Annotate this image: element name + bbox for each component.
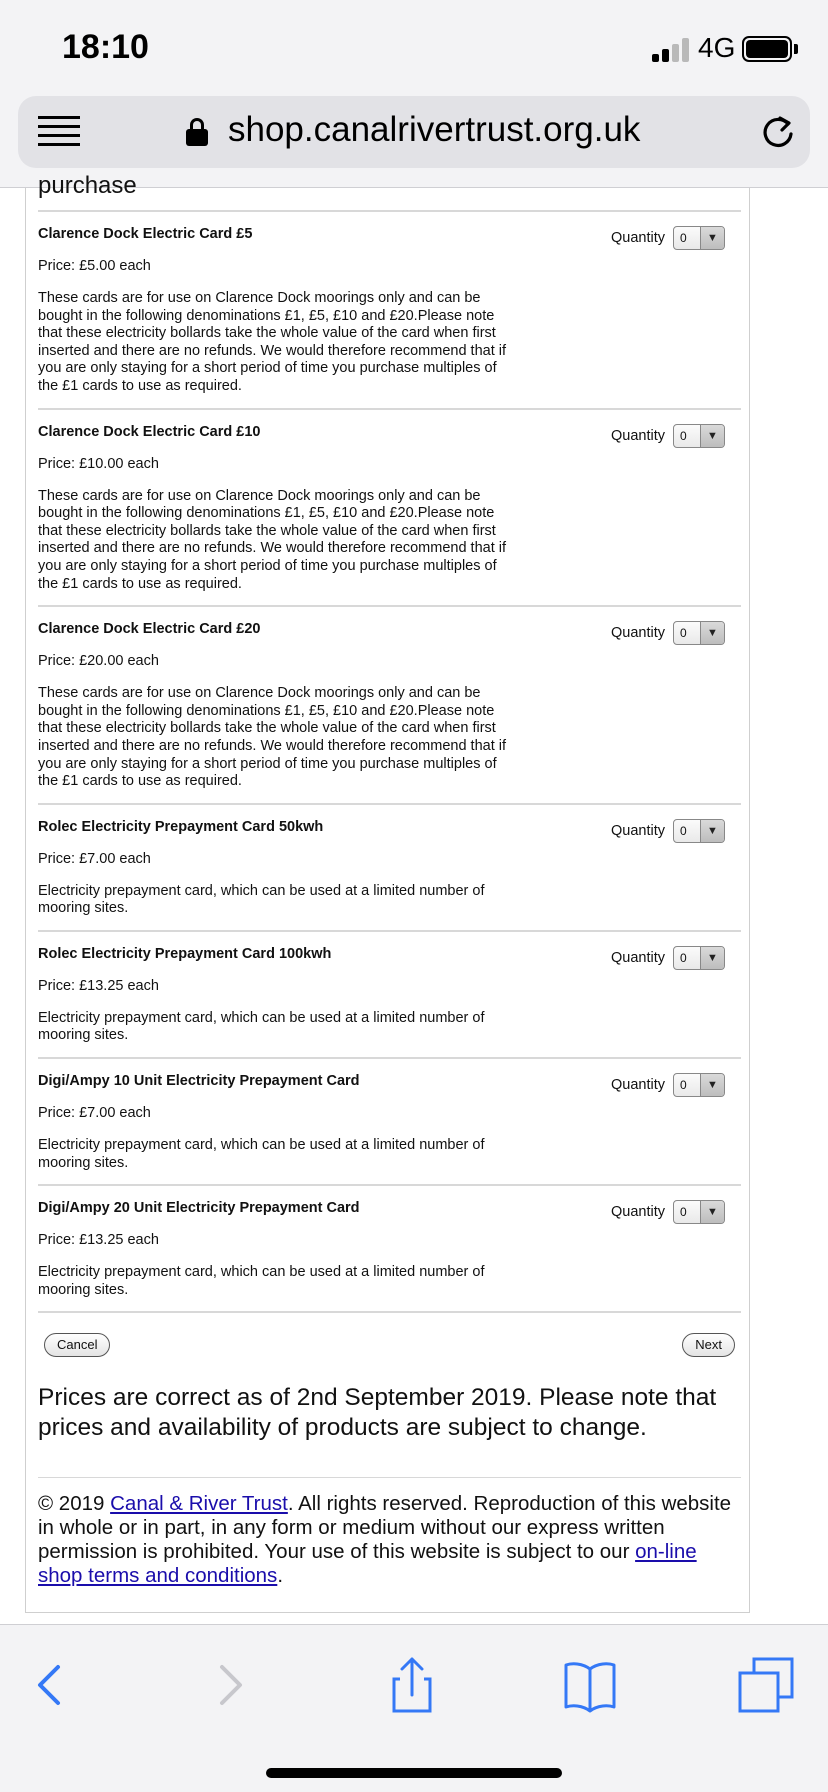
product-title: Clarence Dock Electric Card £5 xyxy=(38,226,253,242)
canal-river-trust-link[interactable]: Canal & River Trust xyxy=(110,1492,288,1516)
quantity-value: 0 xyxy=(680,1205,687,1220)
product-row xyxy=(38,605,741,803)
quantity-label: Quantity xyxy=(611,822,665,839)
quantity-select[interactable] xyxy=(673,621,725,645)
quantity-label: Quantity xyxy=(611,625,665,642)
quantity-control xyxy=(611,946,725,970)
quantity-control xyxy=(611,1073,725,1097)
product-row xyxy=(38,210,741,408)
dropdown-arrow-icon[interactable]: ▼ xyxy=(700,227,724,249)
quantity-select[interactable] xyxy=(673,819,725,843)
status-bar xyxy=(0,0,828,96)
next-button[interactable]: Next xyxy=(682,1333,735,1357)
browser-toolbar xyxy=(0,1624,828,1792)
tabs-icon[interactable] xyxy=(736,1655,796,1715)
quantity-select[interactable] xyxy=(673,424,725,448)
product-description: These cards are for use on Clarence Dock moorings only and can be bought in the following denominations £1, £5, £10 and £20.Please note that these electricity bollards take the whole value of the card when first inserted and there are no refunds. We would therefore recommend that if you are only staying for a short period of time you purchase multiples of the £1 cards to use as required. xyxy=(38,487,507,592)
product-price: Price: £7.00 each xyxy=(38,850,151,867)
quantity-label: Quantity xyxy=(611,230,665,246)
quantity-label: Quantity xyxy=(611,1077,665,1094)
copyright-prefix: © 2019 xyxy=(38,1492,111,1516)
lock-icon xyxy=(186,118,208,146)
quantity-value: 0 xyxy=(680,231,687,245)
quantity-value: 0 xyxy=(680,823,687,838)
dropdown-arrow-icon[interactable]: ▼ xyxy=(700,622,724,644)
product-title: Rolec Electricity Prepayment Card 50kwh xyxy=(38,818,324,835)
product-title: Digi/Ampy 20 Unit Electricity Prepayment Card xyxy=(38,1200,360,1217)
product-price: Price: £5.00 each xyxy=(38,258,151,274)
dropdown-arrow-icon[interactable]: ▼ xyxy=(700,1201,724,1223)
dropdown-arrow-icon[interactable]: ▼ xyxy=(700,820,724,842)
dropdown-arrow-icon[interactable]: ▼ xyxy=(700,947,724,969)
quantity-value: 0 xyxy=(680,950,687,965)
product-price: Price: £13.25 each xyxy=(38,1232,159,1249)
quantity-control xyxy=(611,621,725,645)
product-description: Electricity prepayment card, which can be used at a limited number of mooring sites. xyxy=(38,882,485,917)
battery-tip xyxy=(794,44,798,54)
product-title: Clarence Dock Electric Card £10 xyxy=(38,423,261,440)
dropdown-arrow-icon[interactable]: ▼ xyxy=(700,425,724,447)
product-row xyxy=(38,408,741,606)
price-notice: Prices are correct as of 2nd September 2019. Please note that prices and availability of products are subject to change. xyxy=(38,1384,717,1442)
home-indicator xyxy=(266,1768,562,1778)
product-title: Clarence Dock Electric Card £20 xyxy=(38,621,261,638)
battery-icon xyxy=(742,36,792,62)
quantity-control xyxy=(611,1200,725,1224)
product-list xyxy=(26,210,749,1311)
reload-icon[interactable] xyxy=(758,112,798,152)
product-row xyxy=(38,1184,741,1311)
form-actions xyxy=(38,1311,741,1383)
quantity-label: Quantity xyxy=(611,949,665,966)
terms-link[interactable]: on-line shop terms and conditions xyxy=(38,1540,697,1588)
back-icon[interactable] xyxy=(20,1655,80,1715)
product-description: These cards are for use on Clarence Dock moorings only and can be bought in the following denominations £1, £5, £10 and £20.Please note that these electricity bollards take the whole value of the card when first inserted and there are no refunds. We would therefore recommend that if you are only staying for a short period of time you purchase multiples of the £1 cards to use as required. xyxy=(38,685,507,790)
cut-off-heading: purchase xyxy=(38,172,137,199)
product-title: Rolec Electricity Prepayment Card 100kwh xyxy=(38,945,332,962)
product-description: Electricity prepayment card, which can be used at a limited number of mooring sites. xyxy=(38,1009,485,1044)
share-icon[interactable] xyxy=(382,1655,442,1715)
quantity-control xyxy=(611,819,725,843)
quantity-control xyxy=(611,226,725,250)
quantity-value: 0 xyxy=(680,626,687,641)
product-row xyxy=(38,803,741,930)
product-row xyxy=(38,1057,741,1184)
hamburger-menu-icon[interactable] xyxy=(38,116,80,146)
quantity-label: Quantity xyxy=(611,427,665,444)
footer xyxy=(38,1477,741,1588)
quantity-value: 0 xyxy=(680,428,687,443)
footer-text: . All rights reserved. Reproduction of this website in whole or in part, in any form or medium without our express written permission is prohibited. Your use of this website is subject to our xyxy=(38,1492,732,1564)
quantity-select[interactable] xyxy=(673,946,725,970)
network-type: 4G xyxy=(698,32,736,63)
quantity-value: 0 xyxy=(680,1078,687,1093)
product-price: Price: £13.25 each xyxy=(38,977,159,994)
footer-suffix: . xyxy=(277,1564,284,1588)
signal-strength-icon xyxy=(652,36,690,62)
status-time: 18:10 xyxy=(62,28,149,66)
address-bar[interactable] xyxy=(18,96,810,168)
product-description: These cards are for use on Clarence Dock moorings only and can be bought in the following denominations £1, £5, £10 and £20.Please note that these electricity bollards take the whole value of the card when first inserted and there are no refunds. We would therefore recommend that if you are only staying for a short period of time you purchase multiples of the £1 cards to use as required. xyxy=(38,290,507,394)
product-row xyxy=(38,930,741,1057)
url-text[interactable]: shop.canalrivertrust.org.uk xyxy=(228,110,641,149)
product-price: Price: £7.00 each xyxy=(38,1105,151,1122)
bookmarks-icon[interactable] xyxy=(560,1655,620,1715)
forward-icon[interactable] xyxy=(200,1655,260,1715)
dropdown-arrow-icon[interactable]: ▼ xyxy=(700,1074,724,1096)
product-title: Digi/Ampy 10 Unit Electricity Prepayment Card xyxy=(38,1073,360,1090)
product-description: Electricity prepayment card, which can be used at a limited number of mooring sites. xyxy=(38,1137,485,1171)
product-price: Price: £20.00 each xyxy=(38,653,159,670)
quantity-select[interactable] xyxy=(673,226,725,250)
quantity-control xyxy=(611,424,725,448)
page-content xyxy=(25,172,750,1613)
quantity-select[interactable] xyxy=(673,1073,725,1097)
quantity-select[interactable] xyxy=(673,1200,725,1224)
quantity-label: Quantity xyxy=(611,1204,665,1221)
product-price: Price: £10.00 each xyxy=(38,455,159,472)
product-description: Electricity prepayment card, which can be used at a limited number of mooring sites. xyxy=(38,1264,485,1298)
cancel-button[interactable]: Cancel xyxy=(44,1333,110,1357)
